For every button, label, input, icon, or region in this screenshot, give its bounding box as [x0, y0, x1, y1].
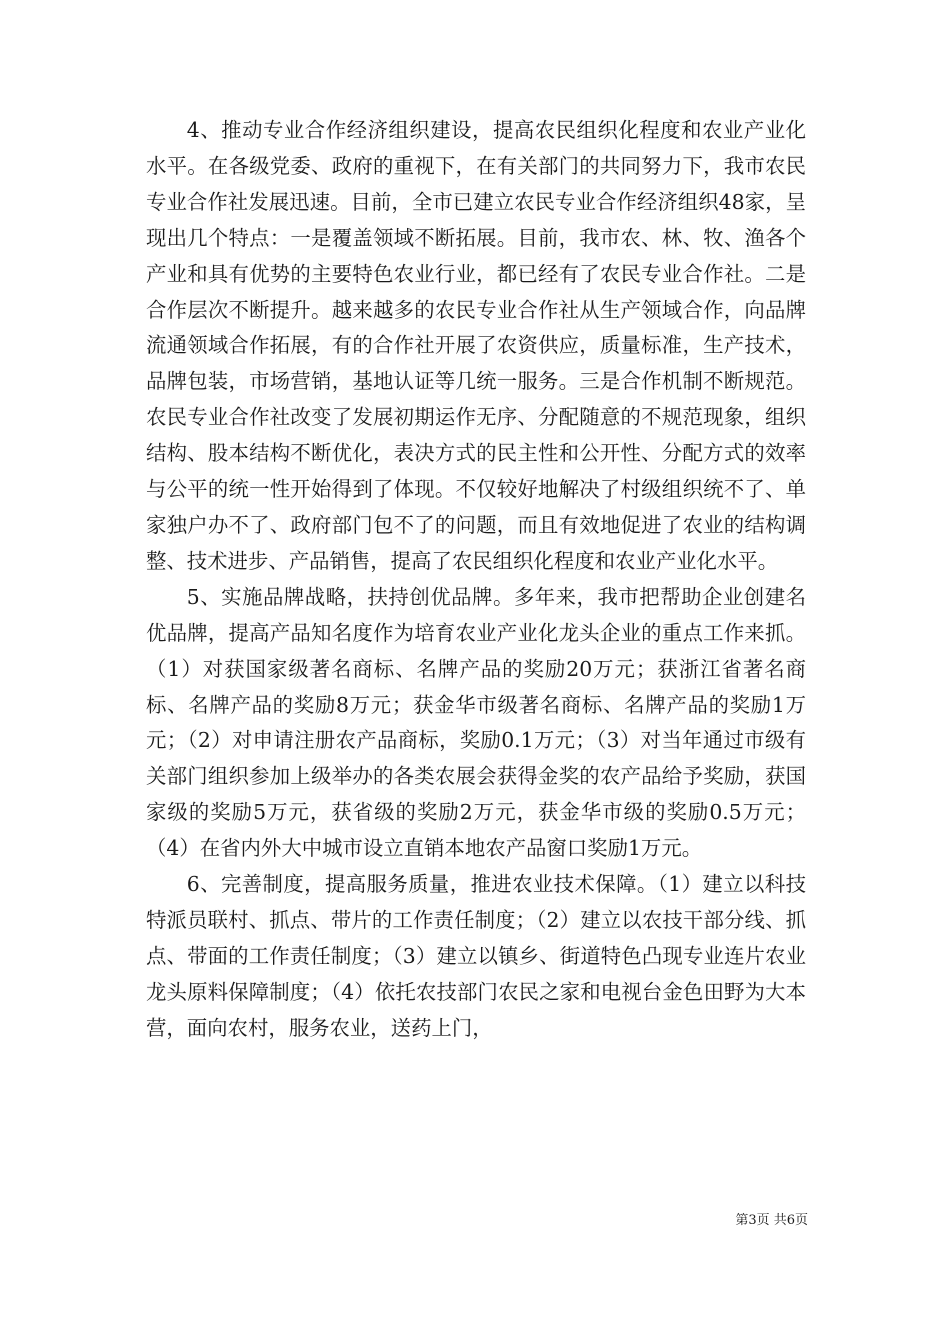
paragraph-service-system: 6、完善制度，提高服务质量，推进农业技术保障。（1）建立以科技特派员联村、抓点、带片的工作责任制度；（2）建立以农技干部分线、抓点、带面的工作责任制度；（3）建立以镇乡、街道特色凸现专业连片农业龙头原料保障制度；（4）依托农技部门农民之家和电视台金色田野为大本营，面向农村，服务农业，送药上门， — [146, 872, 806, 1040]
document-body — [146, 113, 806, 1047]
paragraph-brand-strategy: 5、实施品牌战略，扶持创优品牌。多年来，我市把帮助企业创建名优品牌，提高产品知名度作为培育农业产业化龙头企业的重点工作来抓。（1）对获国家级著名商标、名牌产品的奖励20万元；获浙江省著名商标、名牌产品的奖励8万元；获金华市级著名商标、名牌产品的奖励1万元；（2）对申请注册农产品商标，奖励0.1万元；（3）对当年通过市级有关部门组织参加上级举办的各类农展会获得金奖的农产品给予奖励，获国家级的奖励5万元，获省级的奖励2万元，获金华市级的奖励0.5万元；（4）在省内外大中城市设立直销本地农产品窗口奖励1万元。 — [146, 584, 806, 861]
paragraph-cooperative-organizations: 4、推动专业合作经济组织建设，提高农民组织化程度和农业产业化水平。在各级党委、政府的重视下，在有关部门的共同努力下，我市农民专业合作社发展迅速。目前，全市已建立农民专业合作经济组织48家，呈现出几个特点：一是覆盖领域不断拓展。目前，我市农、林、牧、渔各个产业和具有优势的主要特色农业行业，都已经有了农民专业合作社。二是合作层次不断提升。越来越多的农民专业合作社从生产领域合作，向品牌流通领域合作拓展，有的合作社开展了农资供应，质量标准，生产技术，品牌包装，市场营销，基地认证等几统一服务。三是合作机制不断规范。农民专业合作社改变了发展初期运作无序、分配随意的不规范现象，组织结构、股本结构不断优化，表决方式的民主性和公开性、分配方式的效率与公平的统一性开始得到了体现。不仅较好地解决了村级组织统不了、单家独户办不了、政府部门包不了的问题，而且有效地促进了农业的结构调整、技术进步、产品销售，提高了农民组织化程度和农业产业化水平。 — [146, 118, 806, 573]
page-number-footer: 第3页 共6页 — [735, 1213, 808, 1228]
